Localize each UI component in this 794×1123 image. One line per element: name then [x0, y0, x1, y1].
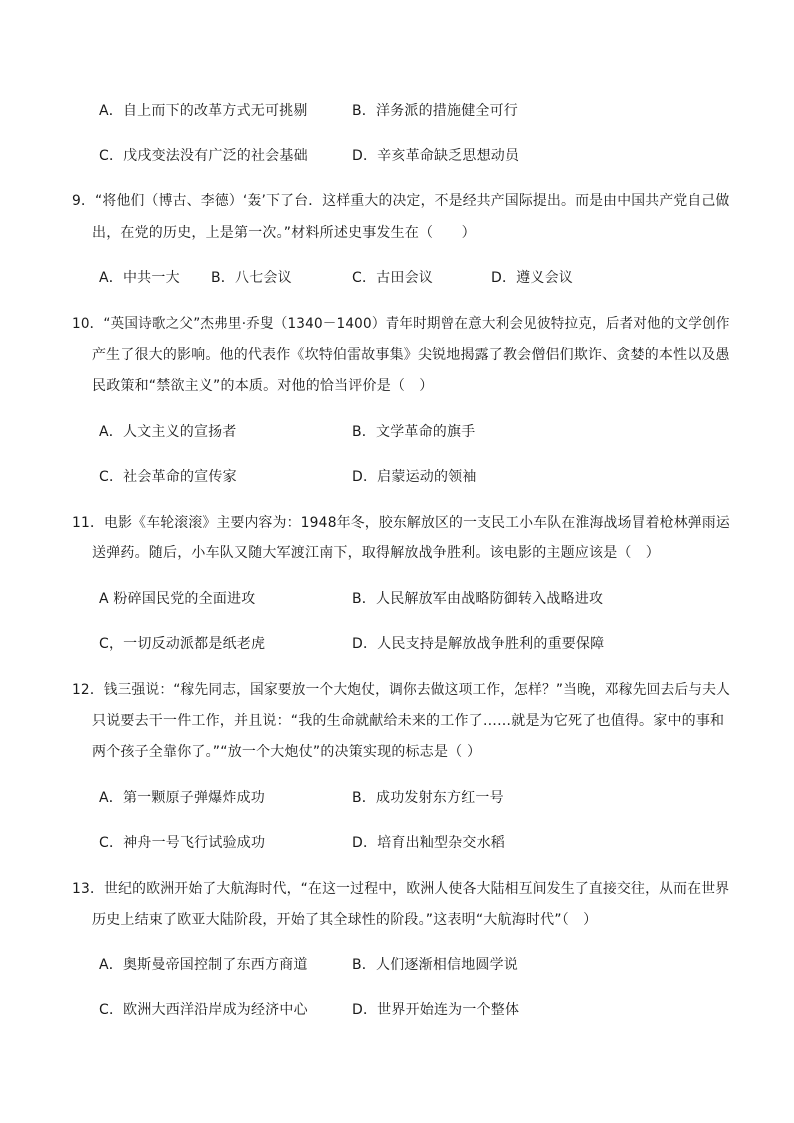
q10-stem-line-2: 产生了很大的影响。他的代表作《坎特伯雷故事集》尖锐地揭露了教会僧侣们欺诈、贪婪的本性以及愚 — [92, 347, 730, 363]
q13-option-b: B．人们逐渐相信地圆学说 — [352, 957, 519, 973]
q10-option-b: B．文学革命的旗手 — [352, 424, 476, 440]
q13-stem-line-2: 历史上结束了欧亚大陆阶段，开始了其全球性的阶段。”这表明“大航海时代”（ ） — [92, 912, 598, 928]
q12-option-a: A．第一颗原子弹爆炸成功 — [99, 790, 265, 806]
q8-option-a: A．自上而下的改革方式无可挑剔 — [99, 103, 308, 119]
q13-option-c: C．欧洲大西洋沿岸成为经济中心 — [99, 1002, 308, 1018]
q8-option-d: D．辛亥革命缺乏思想动员 — [352, 148, 520, 164]
q12-stem-line-1: 12．钱三强说：“稼先同志，国家要放一个大炮仗，调你去做这项工作，怎样？”当晚，邓稼先回去后与夫人 — [72, 682, 731, 698]
q11-option-b: B．人民解放军由战略防御转入战略进攻 — [352, 591, 604, 607]
q11-option-d: D．人民支持是解放战争胜利的重要保障 — [352, 636, 605, 652]
q9-option-a: A．中共一大 — [99, 270, 180, 286]
q12-option-d: D．培育出籼型杂交水稻 — [352, 835, 505, 851]
q13-option-d: D．世界开始连为一个整体 — [352, 1002, 520, 1018]
q10-option-c: C．社会革命的宣传家 — [99, 469, 237, 485]
q10-stem-line-3: 民政策和“禁欲主义”的本质。对他的恰当评价是（ ） — [92, 378, 434, 394]
q13-option-a: A．奥斯曼帝国控制了东西方商道 — [99, 957, 308, 973]
q13-stem-line-1: 13．世纪的欧洲开始了大航海时代，“在这一过程中，欧洲人使各大陆相互间发生了直接交往，从而在世界 — [72, 881, 730, 897]
q9-option-b: B．八七会议 — [211, 270, 292, 286]
q9-option-c: C．古田会议 — [352, 270, 433, 286]
q10-stem-line-1: 10．“英国诗歌之父”杰弗里·乔叟（1340－1400）青年时期曾在意大利会见彼特拉克，后者对他的文学创作 — [72, 316, 730, 332]
q12-stem-line-2: 只说要去干一件工作，并且说：“我的生命就献给未来的工作了……就是为它死了也值得。家中的事和 — [92, 713, 725, 729]
q12-option-c: C．神舟一号飞行试验成功 — [99, 835, 266, 851]
q10-option-a: A．人文主义的宣扬者 — [99, 424, 237, 440]
q8-option-b: B．洋务派的措施健全可行 — [352, 103, 519, 119]
q11-option-a: A 粉碎国民党的全面进攻 — [99, 591, 256, 607]
q9-option-d: D．遵义会议 — [491, 270, 573, 286]
q12-stem-line-3: 两个孩子全靠你了。”“放一个大炮仗”的决策实现的标志是（ ） — [92, 744, 482, 760]
q10-option-d: D．启蒙运动的领袖 — [352, 469, 477, 485]
q8-option-c: C．戊戌变法没有广泛的社会基础 — [99, 148, 308, 164]
q12-option-b: B．成功发射东方红一号 — [352, 790, 504, 806]
q11-stem-line-2: 送弹药。随后，小车队又随大军渡江南下，取得解放战争胜利。该电影的主题应该是（ ） — [92, 545, 660, 561]
q11-option-c: C，一切反动派都是纸老虎 — [99, 636, 266, 652]
q9-stem-line-2: 出，在党的历史，上是第一次。”材料所述史事发生在（ ） — [92, 225, 476, 241]
q9-stem-line-1: 9．“将他们（博古、李德）‘轰’下了台．这样重大的决定，不是经共产国际提出。而是由中国共产党自己做 — [72, 193, 730, 209]
q11-stem-line-1: 11．电影《车轮滚滚》主要内容为：1948年冬，胶东解放区的一支民工小车队在淮海战场冒着枪林弹雨运 — [72, 515, 730, 531]
